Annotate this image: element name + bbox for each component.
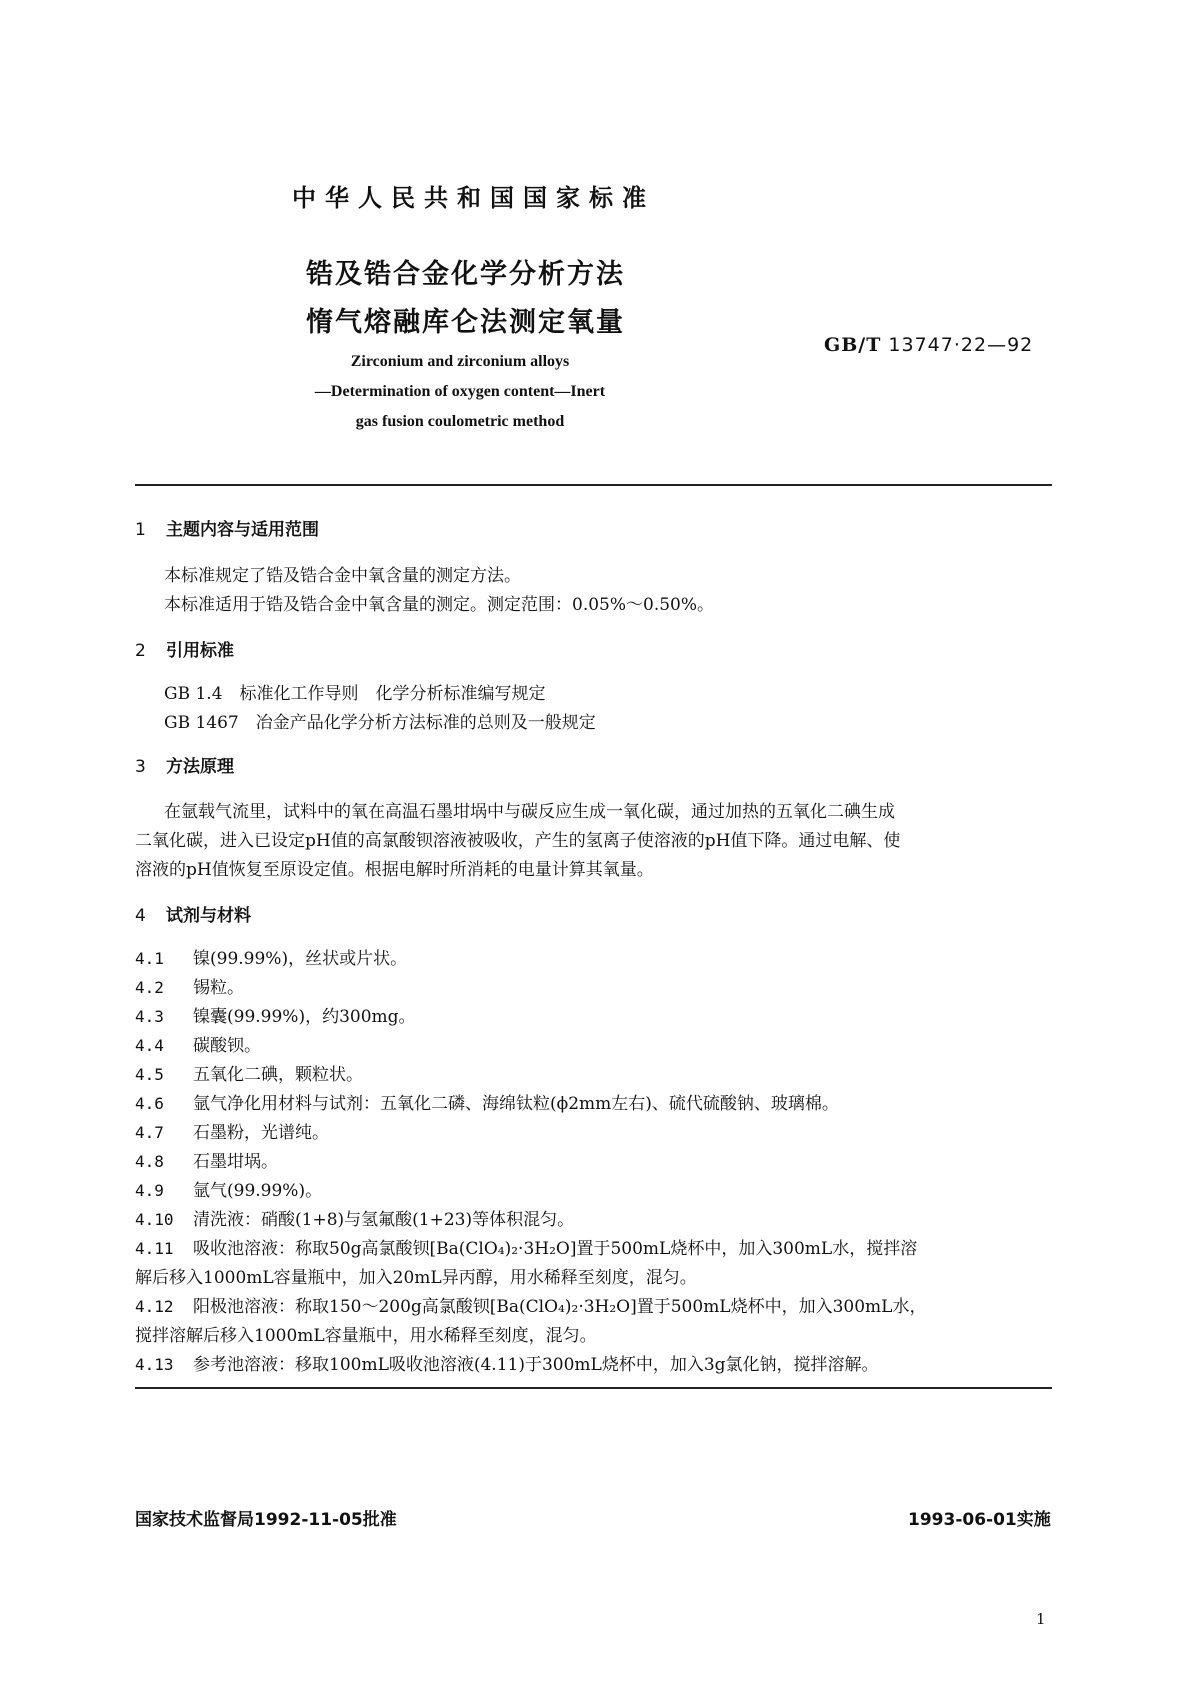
section-title: 方法原理 <box>166 757 234 777</box>
section-number: 4 <box>135 906 146 926</box>
english-title-line2: —Determination of oxygen content—Inert <box>314 383 606 400</box>
reagent-item: 4.6 氩气净化用材料与试剂：五氧化二磷、海绵钛粒(ϕ2mm左右)、硫代硫酸钠、玻璃棉。 <box>135 1094 839 1114</box>
approval-date: 国家技术监督局1992-11-05批准 <box>135 1510 397 1530</box>
header-divider <box>135 484 1052 486</box>
reagent-item: 4.1 镍(99.99%)，丝状或片状。 <box>135 949 408 969</box>
section-number: 2 <box>135 641 146 661</box>
section-number: 1 <box>135 520 146 540</box>
effective-date: 1993-06-01实施 <box>908 1510 1051 1530</box>
page-number: 1 <box>1036 1610 1046 1628</box>
national-standard-header: 中华人民共和国国家标准 <box>292 184 655 212</box>
footer-divider <box>135 1387 1052 1389</box>
reagent-item: 4.4 碳酸钡。 <box>135 1036 261 1056</box>
principle-line-3: 溶液的pH值恢复至原设定值。根据电解时所消耗的电量计算其氧量。 <box>135 860 654 880</box>
standard-number <box>824 334 1033 356</box>
section-1-paragraph-2: 本标准适用于锆及锆合金中氧含量的测定。测定范围：0.05%～0.50%。 <box>164 595 715 615</box>
document-title-line1: 锆及锆合金化学分析方法 <box>306 259 625 290</box>
reagent-item: 4.2 锡粒。 <box>135 978 244 998</box>
english-title-line1: Zirconium and zirconium alloys <box>350 353 570 370</box>
standard-prefix: GB/T <box>824 334 882 356</box>
reagent-item: 4.7 石墨粉，光谱纯。 <box>135 1123 329 1143</box>
reagent-item-continuation: 搅拌溶解后移入1000mL容量瓶中，用水稀释至刻度，混匀。 <box>135 1326 597 1346</box>
section-number: 3 <box>135 757 146 777</box>
reagent-item: 4.5 五氧化二碘，颗粒状。 <box>135 1065 363 1085</box>
section-title: 引用标准 <box>166 641 234 661</box>
reagent-item: 4.11 吸收池溶液：称取50g高氯酸钡[Ba(ClO₄)₂·3H₂O]置于500mL烧杯中，加入300mL水，搅拌溶 <box>135 1239 918 1259</box>
section-2-heading <box>135 636 234 661</box>
reagent-item: 4.10 清洗液：硝酸(1+8)与氢氟酸(1+23)等体积混匀。 <box>135 1210 575 1230</box>
section-4-heading <box>135 901 251 926</box>
section-3-heading <box>135 752 234 777</box>
reagent-item: 4.9 氩气(99.99%)。 <box>135 1181 323 1201</box>
reagent-item: 4.13 参考池溶液：移取100mL吸收池溶液(4.11)于300mL烧杯中，加入3g氯化钠，搅拌溶解。 <box>135 1355 879 1375</box>
reagent-item: 4.8 石墨坩埚。 <box>135 1152 278 1172</box>
reagent-item-continuation: 解后移入1000mL容量瓶中，加入20mL异丙醇，用水稀释至刻度，混匀。 <box>135 1268 697 1288</box>
document-title-line2: 惰气熔融库仑法测定氧量 <box>306 307 625 338</box>
standard-code: 13747·22—92 <box>888 334 1034 356</box>
section-title: 主题内容与适用范围 <box>166 520 319 540</box>
reference-gb-1467: GB 1467 冶金产品化学分析方法标准的总则及一般规定 <box>164 713 596 733</box>
principle-line-2: 二氧化碳，进入已设定pH值的高氯酸钡溶液被吸收，产生的氢离子使溶液的pH值下降。通过电解、使 <box>135 831 901 851</box>
section-1-paragraph-1: 本标准规定了锆及锆合金中氧含量的测定方法。 <box>164 566 521 586</box>
english-title-line3: gas fusion coulometric method <box>355 413 565 430</box>
section-title: 试剂与材料 <box>166 906 251 926</box>
principle-line-1: 在氩载气流里，试料中的氧在高温石墨坩埚中与碳反应生成一氧化碳，通过加热的五氧化二碘生成 <box>164 802 895 822</box>
section-1-heading <box>135 515 319 540</box>
reference-gb-1-4: GB 1.4 标准化工作导则 化学分析标准编写规定 <box>164 684 546 704</box>
reagent-item: 4.12 阳极池溶液：称取150～200g高氯酸钡[Ba(ClO₄)₂·3H₂O]置于500mL烧杯中，加入300mL水， <box>135 1297 927 1317</box>
reagent-item: 4.3 镍囊(99.99%)，约300mg。 <box>135 1007 416 1027</box>
